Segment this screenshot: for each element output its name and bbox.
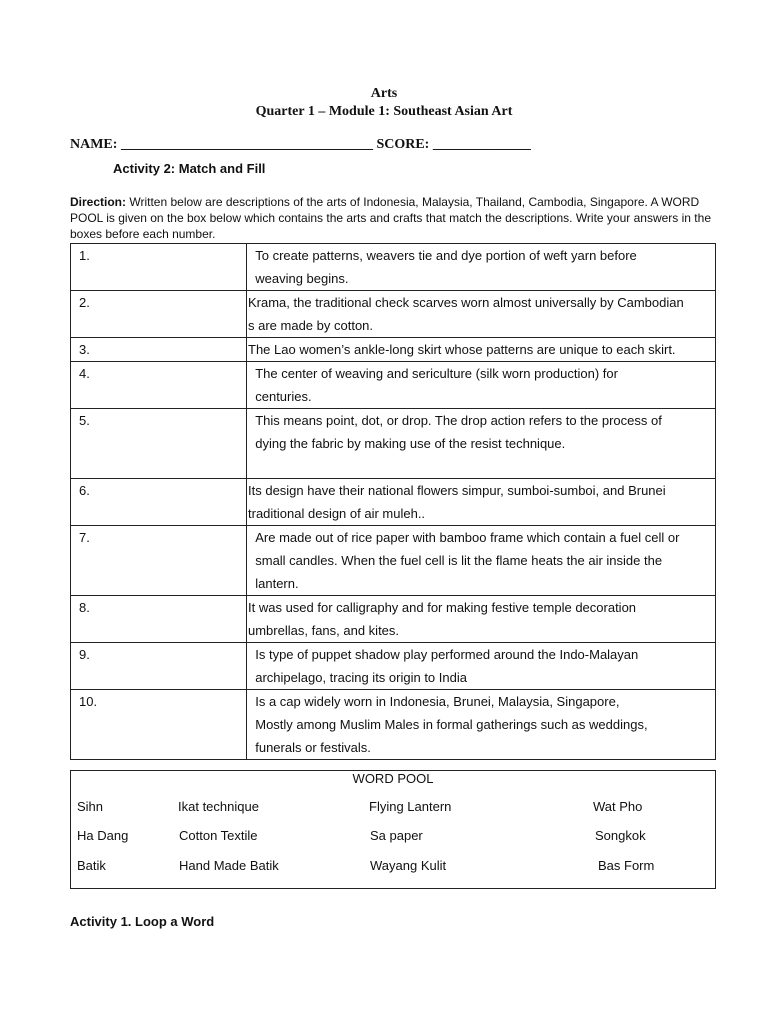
description-cell-7	[247, 526, 716, 596]
word-pool-item: Songkok	[595, 828, 646, 843]
table-row	[71, 690, 716, 760]
description-cell-10	[247, 690, 716, 760]
match-table	[70, 243, 716, 760]
description-text: Its design have their national flowers simpur, sumboi-sumboi, and Brunei traditional design of air muleh..	[248, 483, 666, 521]
description-cell-1	[247, 244, 716, 291]
answer-cell-10: 10.	[71, 690, 247, 760]
table-row	[71, 596, 716, 643]
answer-cell-5: 5.	[71, 409, 247, 479]
table-row	[71, 362, 716, 409]
description-cell-2	[247, 291, 716, 338]
table-row	[71, 409, 716, 479]
answer-cell-7: 7.	[71, 526, 247, 596]
subject-title: Arts	[370, 86, 398, 101]
answer-cell-3: 3.	[71, 338, 247, 362]
answer-cell-2: 2.	[71, 291, 247, 338]
description-cell-6	[247, 479, 716, 526]
name-score-row	[70, 137, 531, 153]
answer-cell-9: 9.	[71, 643, 247, 690]
direction-paragraph	[70, 194, 730, 242]
table-row	[71, 291, 716, 338]
activity1-title: Activity 1. Loop a Word	[70, 914, 215, 929]
word-pool-item: Cotton Textile	[179, 828, 258, 843]
description-cell-9	[247, 643, 716, 690]
word-pool-item: Batik	[77, 858, 106, 873]
table-row	[71, 643, 716, 690]
activity2-title: Activity 2: Match and Fill	[113, 161, 266, 176]
word-pool-box	[70, 770, 716, 889]
table-row	[71, 526, 716, 596]
description-cell-3	[247, 338, 716, 362]
word-pool-item: Bas Form	[598, 858, 655, 873]
description-text: The center of weaving and sericulture (silk worn production) for centuries.	[255, 366, 618, 404]
name-label: NAME:	[70, 137, 118, 152]
word-pool-item: Wayang Kulit	[370, 858, 447, 873]
description-text: Is type of puppet shadow play performed around the Indo-Malayan archipelago, tracing its origin to India	[255, 647, 639, 685]
word-pool-item: Sa paper	[370, 828, 423, 843]
description-text: Are made out of rice paper with bamboo frame which contain a fuel cell or small candles. When the fuel cell is lit the flame heats the air inside the lantern.	[255, 530, 680, 591]
word-pool-item: Ikat technique	[178, 799, 259, 814]
word-pool-item: Sihn	[77, 799, 104, 814]
direction-label: Direction:	[70, 195, 127, 209]
module-title: Quarter 1 – Module 1: Southeast Asian Art	[255, 104, 513, 119]
description-text: It was used for calligraphy and for making festive temple decoration umbrellas, fans, and kites.	[248, 600, 637, 638]
word-pool-item: Wat Pho	[593, 799, 643, 814]
description-text: To create patterns, weavers tie and dye portion of weft yarn before weaving begins.	[255, 248, 637, 286]
answer-cell-4: 4.	[71, 362, 247, 409]
answer-cell-1: 1.	[71, 244, 247, 291]
description-cell-5	[247, 409, 716, 479]
description-text: The Lao women’s ankle-long skirt whose patterns are unique to each skirt.	[248, 342, 676, 357]
table-row	[71, 479, 716, 526]
description-text: Krama, the traditional check scarves worn almost universally by Cambodian s are made by cotton.	[248, 295, 684, 333]
answer-cell-6: 6.	[71, 479, 247, 526]
score-label: SCORE:	[376, 137, 430, 152]
direction-text: Written below are descriptions of the arts of Indonesia, Malaysia, Thailand, Cambodia, Singapore. A WORD POOL is given on the box below which contains the arts and crafts that match the descriptions. Write your answers in the boxes before each number.	[70, 195, 711, 241]
score-blank: ______________	[432, 137, 531, 152]
description-text: This means point, dot, or drop. The drop action refers to the process of dying the fabric by making use of the resist technique.	[255, 413, 662, 451]
description-cell-8	[247, 596, 716, 643]
table-row	[71, 338, 716, 362]
word-pool-item: Flying Lantern	[369, 799, 452, 814]
word-pool-item: Ha Dang	[77, 828, 129, 843]
name-blank: ____________________________________	[120, 137, 373, 152]
description-cell-4	[247, 362, 716, 409]
answer-cell-8: 8.	[71, 596, 247, 643]
word-pool-title: WORD POOL	[352, 771, 434, 786]
word-pool-item: Hand Made Batik	[179, 858, 279, 873]
table-row	[71, 244, 716, 291]
description-text: Is a cap widely worn in Indonesia, Brunei, Malaysia, Singapore, Mostly among Muslim Males in formal gatherings such as weddings, funerals or festivals.	[255, 694, 648, 755]
